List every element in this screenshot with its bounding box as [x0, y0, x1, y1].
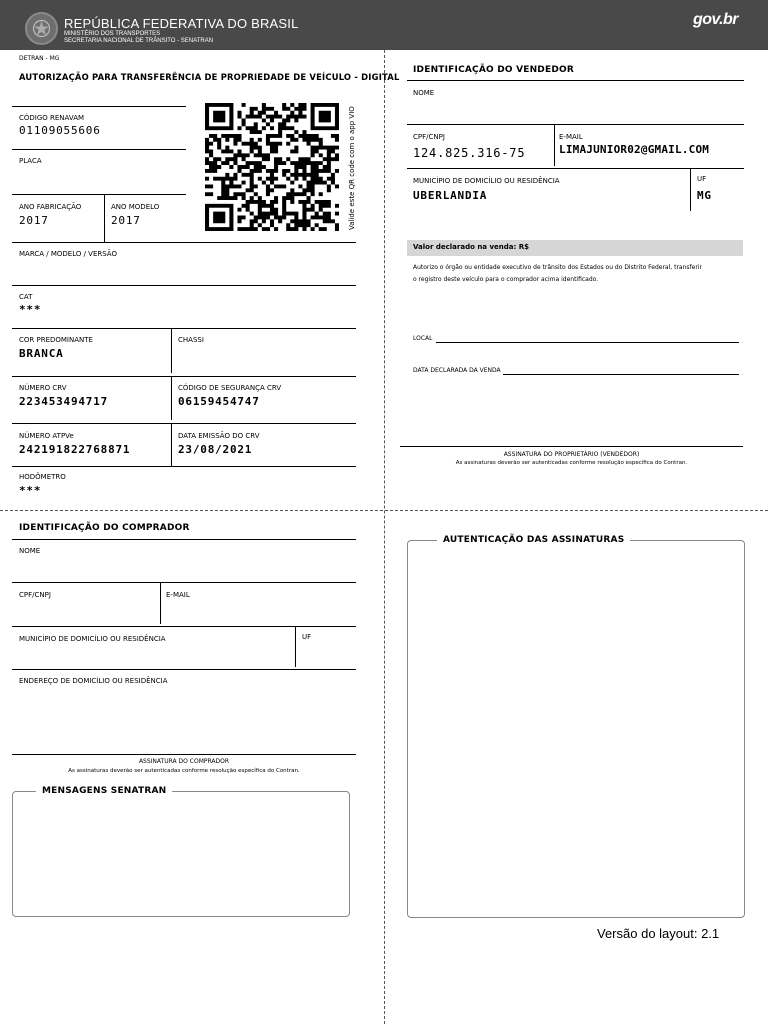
data-venda-label: DATA DECLARADA DA VENDA	[413, 367, 501, 374]
divider	[12, 106, 186, 107]
ministry-label: MINISTÉRIO DOS TRANSPORTES	[64, 31, 161, 37]
seller-cpf-label: CPF/CNPJ	[413, 133, 445, 141]
seller-uf-value: MG	[697, 189, 712, 202]
cor-label: COR PREDOMINANTE	[19, 336, 93, 344]
ano-modelo-value: 2017	[111, 214, 141, 227]
divider	[12, 626, 356, 627]
valor-declarado-label: Valor declarado na venda: R$	[413, 243, 529, 251]
atpve-value: 242191822768871	[19, 443, 131, 456]
divider	[171, 376, 172, 420]
divider	[12, 242, 356, 243]
document-title: AUTORIZAÇÃO PARA TRANSFERÊNCIA DE PROPRIEDADE DE VEÍCULO - DIGITAL	[19, 72, 400, 82]
chassi-label: CHASSI	[178, 336, 204, 344]
divider	[12, 539, 356, 540]
seller-signature-line[interactable]	[400, 446, 743, 447]
qr-code	[205, 103, 339, 231]
qr-finder-pattern	[205, 204, 233, 231]
authorization-text-2: o registro deste veículo para o comprador acima identificado.	[413, 276, 599, 283]
cor-value: BRANCA	[19, 347, 64, 360]
ano-modelo-label: ANO MODELO	[111, 203, 160, 211]
seller-signature-note: As assinaturas deverão ser autenticadas conforme resolução específica do Contran.	[455, 460, 688, 466]
divider	[407, 124, 744, 125]
seller-email-label: E-MAIL	[559, 133, 583, 141]
detran-label: DETRAN - MG	[19, 55, 60, 62]
divider	[160, 582, 161, 624]
divider	[12, 376, 356, 377]
cat-value: ***	[19, 303, 42, 316]
hodometro-value: ***	[19, 484, 42, 497]
seller-municipio-label: MUNICÍPIO DE DOMICÍLIO OU RESIDÊNCIA	[413, 177, 560, 185]
seller-section-title: IDENTIFICAÇÃO DO VENDEDOR	[413, 65, 574, 75]
renavam-value: 01109055606	[19, 124, 101, 137]
crv-label: NÚMERO CRV	[19, 384, 67, 392]
govbr-logo[interactable]: gov.br	[693, 11, 739, 28]
horizontal-fold-line	[0, 510, 768, 511]
divider	[104, 194, 105, 242]
divider	[12, 466, 356, 467]
marca-label: MARCA / MODELO / VERSÃO	[19, 250, 117, 258]
divider	[12, 194, 186, 195]
buyer-signature-line[interactable]	[12, 754, 356, 755]
buyer-cpf-label: CPF/CNPJ	[19, 591, 51, 599]
emissao-crv-value: 23/08/2021	[178, 443, 253, 456]
divider	[12, 669, 356, 670]
seguranca-crv-value: 06159454747	[178, 395, 260, 408]
seller-nome-label: NOME	[413, 89, 435, 97]
mensagens-senatran-box	[12, 791, 350, 917]
qr-finder-pattern	[311, 103, 339, 130]
buyer-nome-label: NOME	[19, 547, 41, 555]
divider	[12, 285, 356, 286]
divider	[690, 168, 691, 211]
seguranca-crv-label: CÓDIGO DE SEGURANÇA CRV	[178, 384, 282, 392]
divider	[171, 328, 172, 373]
qr-validation-text: Valide este QR code com o app VIO	[348, 106, 356, 230]
brasil-coat-of-arms-icon	[25, 12, 58, 45]
authorization-text-1: Autorizo o órgão ou entidade executivo de trânsito dos Estados ou do Distrito Federal, transferir	[413, 264, 702, 271]
buyer-municipio-label: MUNICÍPIO DE DOMICÍLIO OU RESIDÊNCIA	[19, 635, 166, 643]
renavam-label: CÓDIGO RENAVAM	[19, 114, 85, 122]
buyer-uf-label: UF	[302, 633, 312, 641]
atpve-label: NÚMERO ATPVe	[19, 432, 74, 440]
divider	[407, 80, 744, 81]
data-venda-line[interactable]	[503, 374, 739, 375]
seller-uf-label: UF	[697, 175, 707, 183]
mensagens-senatran-title: MENSAGENS SENATRAN	[36, 786, 172, 796]
divider	[12, 582, 356, 583]
autenticacao-title: AUTENTICAÇÃO DAS ASSINATURAS	[437, 535, 630, 545]
buyer-signature-label: ASSINATURA DO COMPRADOR	[138, 758, 230, 765]
autenticacao-box	[407, 540, 745, 918]
buyer-signature-note: As assinaturas deverão ser autenticadas conforme resolução específica do Contran.	[68, 768, 300, 774]
local-label: LOCAL	[413, 335, 433, 342]
ano-fabricacao-value: 2017	[19, 214, 49, 227]
hodometro-label: HODÔMETRO	[19, 473, 66, 481]
ano-fabricacao-label: ANO FABRICAÇÃO	[19, 203, 82, 211]
divider	[171, 423, 172, 466]
crv-value: 223453494717	[19, 395, 109, 408]
divider	[12, 328, 356, 329]
divider	[12, 149, 186, 150]
seller-signature-label: ASSINATURA DO PROPRIETÁRIO (VENDEDOR)	[503, 451, 640, 458]
divider	[554, 124, 555, 166]
cat-label: CAT	[19, 293, 33, 301]
buyer-email-label: E-MAIL	[166, 591, 190, 599]
seller-cpf-value: 124.825.316-75	[413, 146, 526, 160]
seller-municipio-value: UBERLANDIA	[413, 189, 488, 202]
local-line[interactable]	[436, 342, 739, 343]
republic-title: REPÚBLICA FEDERATIVA DO BRASIL	[64, 16, 299, 31]
placa-label: PLACA	[19, 157, 42, 165]
emissao-crv-label: DATA EMISSÃO DO CRV	[178, 432, 260, 440]
qr-finder-pattern	[205, 103, 233, 130]
divider	[295, 626, 296, 667]
qr-validation-caption	[348, 106, 358, 230]
layout-version: Versão do layout: 2.1	[597, 926, 720, 941]
gov-header	[0, 0, 768, 50]
divider	[407, 168, 744, 169]
seller-email-value: LIMAJUNIOR02@GMAIL.COM	[559, 143, 710, 156]
buyer-endereco-label: ENDEREÇO DE DOMICÍLIO OU RESIDÊNCIA	[19, 677, 168, 685]
buyer-section-title: IDENTIFICAÇÃO DO COMPRADOR	[19, 523, 190, 533]
divider	[12, 423, 356, 424]
secretariat-label: SECRETARIA NACIONAL DE TRÂNSITO - SENATRAN	[64, 38, 214, 44]
vertical-fold-line	[384, 50, 385, 1024]
